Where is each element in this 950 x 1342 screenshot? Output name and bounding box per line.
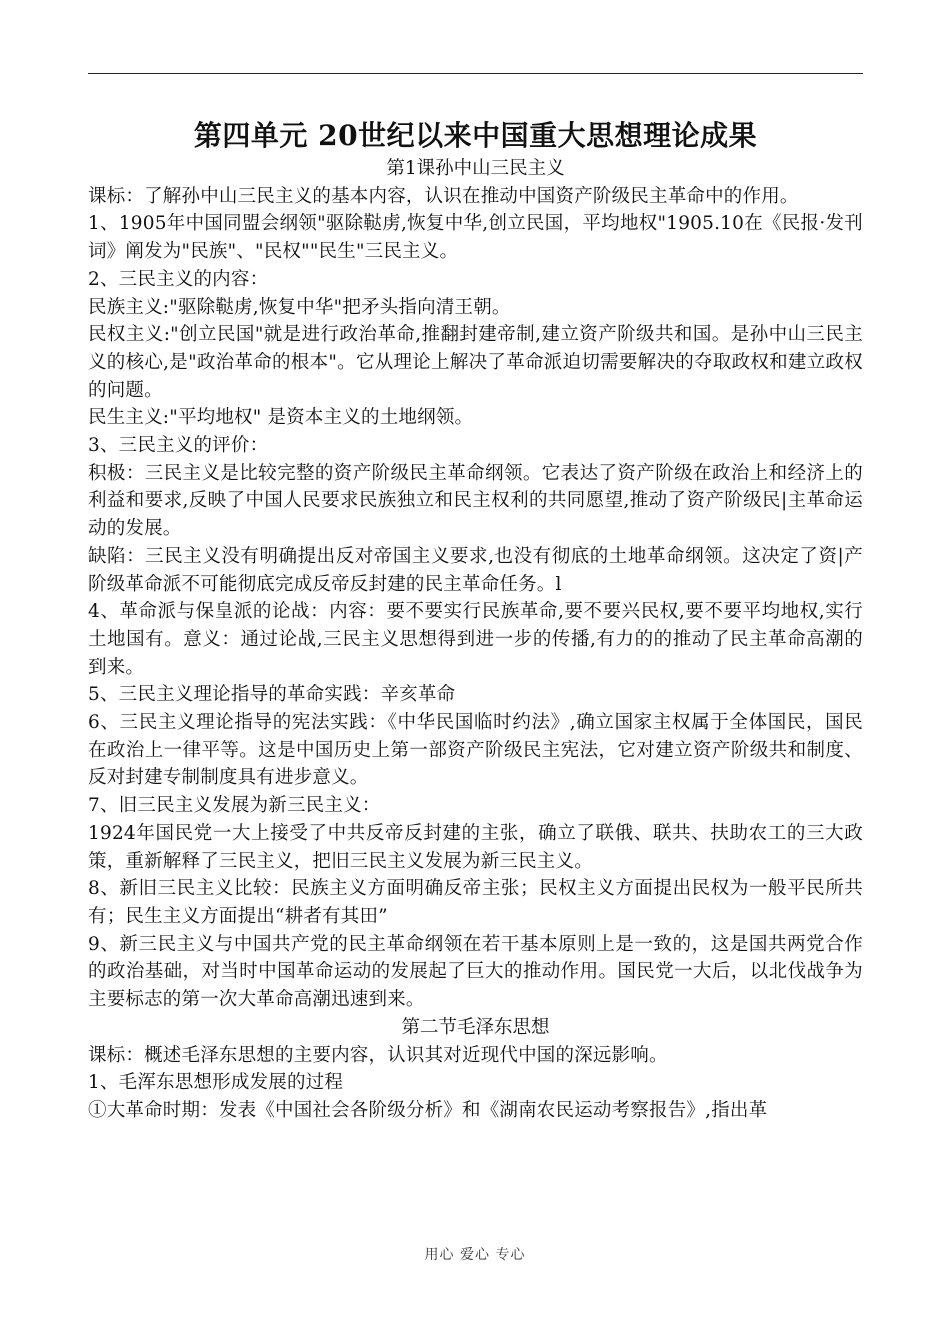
page-footer: 用心 爱心 专心 — [424, 1247, 526, 1263]
paragraph-livelihood: 民生主义:"平均地权" 是资本主义的土地纲领。 — [88, 407, 474, 429]
paragraph-point-1: 1、1905年中国同盟会纲领"驱除鞑虏,恢复中华,创立民国，平均地权"1905.10在《民报·发刊词》阐发为"民族"、"民权""民生"三民主义。 — [88, 213, 863, 263]
paragraph-democracy: 民权主义:"创立民国"就是进行政治革命,推翻封建帝制,建立资产阶级共和国。是孙中山三民主义的核心,是"政治革命的根本"。它从理论上解决了革命派迫切需要解决的夺取政权和建立政权的问题。 — [88, 324, 863, 401]
paragraph-section2-period-1: ①大革命时期：发表《中国社会各阶级分析》和《湖南农民运动考察报告》,指出革 — [88, 1099, 768, 1121]
paragraph-section2-point-1: 1、毛浑东思想形成发展的过程 — [88, 1072, 344, 1094]
paragraph-point-8: 8、新旧三民主义比较：民族主义方面明确反帝主张；民权主义方面提出民权为一般平民所共有；民生主义方面提出“耕者有其田” — [88, 878, 863, 927]
paragraph-defects: 缺陷：三民主义没有明确提出反对帝国主义要求,也没有彻底的土地革命纲领。这决定了资|产阶级革命派不可能彻底完成反帝反封建的民主革命任务。l — [88, 545, 863, 595]
paragraph-positive: 积极：三民主义是比较完整的资产阶级民主革命纲领。它表达了资产阶级在政治上和经济上的利益和要求,反映了中国人民要求民族独立和民主权利的共同愿望,推动了资产阶级民|主革命运动的发展。 — [88, 462, 863, 540]
section-title: 第二节毛泽东思想 — [401, 1016, 550, 1038]
paragraph-nationalism: 民族主义:"驱除鞑虏,恢复中华"把矛头指向清王朝。 — [88, 296, 511, 318]
paragraph-section2-standard: 课标：概述毛泽东思想的主要内容，认识其对近现代中国的深远影响。 — [88, 1044, 668, 1066]
paragraph-curriculum-standard: 课标：了解孙中山三民主义的基本内容，认识在推动中国资产阶级民主革命中的作用。 — [88, 185, 799, 207]
paragraph-point-7-heading: 7、旧三民主义发展为新三民主义： — [88, 795, 381, 817]
paragraph-point-6: 6、三民主义理论指导的宪法实践：《中华民国临时约法》,确立国家主权属于全体国民，国民在政治上一律平等。这是中国历史上第一部资产阶级民主宪法，它对建立资产阶级共和制度、反对封建专制制度具有进步意义。 — [88, 712, 863, 789]
header-rule — [88, 73, 863, 74]
unit-title: 第四单元 20世纪以来中国重大思想理论成果 — [193, 119, 758, 152]
paragraph-point-5: 5、三民主义理论指导的革命实践：辛亥革命 — [88, 684, 456, 706]
paragraph-1924: 1924年国民党一大上接受了中共反帝反封建的主张，确立了联俄、联共、扶助农工的三大政策，重新解释了三民主义，把旧三民主义发展为新三民主义。 — [88, 822, 863, 872]
paragraph-point-2-heading: 2、三民主义的内容： — [88, 268, 269, 290]
paragraph-point-3-heading: 3、三民主义的评价： — [88, 435, 269, 457]
paragraph-point-4: 4、革命派与保皇派的论战：内容：要不要实行民族革命,要不要兴民权,要不要平均地权,实行土地国有。意义：通过论战,三民主义思想得到进一步的传播,有力的的推动了民主革命高潮的到来。 — [88, 601, 863, 678]
paragraph-point-9: 9、新三民主义与中国共产党的民主革命纲领在若干基本原则上是一致的，这是国共两党合作的政治基础，对当时中国革命运动的发展起了巨大的推动作用。国民党一大后，以北伐战争为主要标志的第一次大革命高潮迅速到来。 — [88, 933, 863, 1011]
document-body — [88, 117, 863, 1125]
lesson-title: 第1课孙中山三民主义 — [386, 158, 565, 179]
